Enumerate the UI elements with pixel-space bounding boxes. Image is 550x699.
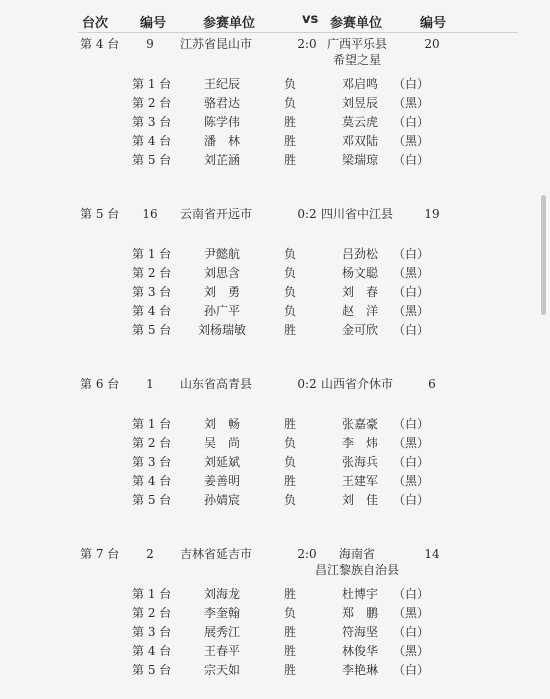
game-result: 负 [283,77,297,91]
game-opponent: 吕劲松 [341,247,379,261]
game-result: 胜 [283,115,297,129]
game-board: 第 1 台 [132,77,172,91]
game-opponent: 林俊华 [341,644,379,658]
match-board: 第 5 台 [80,207,120,221]
game-result: 胜 [283,474,297,488]
match-right-unit: 海南省 [338,547,376,561]
match-right-unit-line2: 希望之星 [332,53,382,67]
game-opponent: 王建军 [341,474,379,488]
game-player: 刘思含 [203,266,241,280]
game-board: 第 4 台 [132,474,172,488]
game-color: （黑） [393,474,430,488]
game-board: 第 4 台 [132,304,172,318]
game-board: 第 5 台 [132,153,172,167]
match-left-num: 2 [146,547,154,561]
header-board: 台次 [82,16,109,31]
game-result: 负 [283,96,297,110]
match-right-unit-line2: 昌江黎族自治县 [314,563,400,577]
game-opponent: 杨文聪 [341,266,379,280]
game-board: 第 3 台 [132,115,172,129]
game-row [0,416,550,434]
game-color: （白） [393,625,430,639]
game-row [0,435,550,453]
game-color: （白） [393,493,430,507]
header-num-right: 编号 [420,16,447,31]
game-row [0,454,550,472]
header-num-left: 编号 [140,16,167,31]
game-row [0,284,550,302]
game-result: 胜 [283,625,297,639]
game-player: 刘海龙 [203,587,241,601]
game-color: （黑） [393,134,430,148]
game-board: 第 2 台 [132,606,172,620]
game-row [0,643,550,661]
game-color: （白） [393,417,430,431]
match-left-unit: 江苏省昆山市 [180,37,253,51]
match-right-num: 19 [424,207,440,221]
match-right-num: 6 [428,377,436,391]
game-row [0,624,550,642]
game-opponent: 符海坚 [341,625,379,639]
match-left-num: 9 [146,37,154,51]
game-result: 负 [283,304,297,318]
game-row [0,662,550,680]
game-color: （黑） [393,266,430,280]
game-player: 刘 畅 [203,417,241,431]
game-opponent: 李艳琳 [341,663,379,677]
game-player: 刘芷涵 [203,153,241,167]
game-board: 第 2 台 [132,266,172,280]
match-score: 0:2 [297,207,317,221]
match-left-unit: 云南省开远市 [180,207,253,221]
game-opponent: 金可欣 [341,323,379,337]
game-opponent: 张海兵 [341,455,379,469]
game-row [0,473,550,491]
game-result: 胜 [283,663,297,677]
game-opponent: 邓启鸣 [341,77,379,91]
game-result: 胜 [283,417,297,431]
game-color: （黑） [393,606,430,620]
game-row [0,605,550,623]
game-board: 第 2 台 [132,96,172,110]
header-unit-right: 参赛单位 [330,16,383,31]
game-opponent: 赵 洋 [341,304,379,318]
game-board: 第 2 台 [132,436,172,450]
game-result: 负 [283,247,297,261]
game-player: 陈学伟 [203,115,241,129]
game-opponent: 刘 春 [341,285,379,299]
match-right-num: 14 [424,547,440,561]
game-player: 宗天如 [203,663,241,677]
game-opponent: 莫云虎 [341,115,379,129]
game-board: 第 5 台 [132,493,172,507]
match-board: 第 4 台 [80,37,120,51]
game-color: （白） [393,115,430,129]
game-opponent: 李 炜 [341,436,379,450]
game-player: 展秀江 [203,625,241,639]
match-right-unit: 四川省中江县 [320,207,394,221]
game-player: 孙婧宸 [203,493,241,507]
game-color: （白） [393,285,430,299]
game-opponent: 梁瑞琼 [341,153,379,167]
game-board: 第 3 台 [132,625,172,639]
match-right-unit: 广西平乐县 [326,37,388,51]
game-board: 第 1 台 [132,417,172,431]
header-vs: vs [302,12,319,27]
game-result: 负 [283,455,297,469]
game-result: 胜 [283,587,297,601]
game-result: 胜 [283,644,297,658]
game-player: 尹懿航 [203,247,241,261]
game-color: （白） [393,455,430,469]
game-color: （白） [393,663,430,677]
game-opponent: 邓双陆 [341,134,379,148]
game-opponent: 刘 佳 [341,493,379,507]
game-board: 第 4 台 [132,644,172,658]
game-row [0,322,550,340]
game-row [0,265,550,283]
game-result: 负 [283,436,297,450]
game-player: 吴 尚 [203,436,241,450]
game-opponent: 刘昱辰 [341,96,379,110]
game-result: 负 [283,266,297,280]
match-right-unit: 山西省介休市 [320,377,394,391]
match-board: 第 6 台 [80,377,120,391]
game-result: 胜 [283,323,297,337]
game-row [0,76,550,94]
match-left-num: 1 [146,377,154,391]
game-result: 负 [283,493,297,507]
game-color: （白） [393,587,430,601]
game-color: （黑） [393,96,430,110]
game-result: 负 [283,285,297,299]
game-player: 刘 勇 [203,285,241,299]
game-row [0,152,550,170]
game-color: （黑） [393,644,430,658]
game-opponent: 张嘉豪 [341,417,379,431]
scrollbar[interactable] [541,195,546,315]
game-opponent: 郑 鹏 [341,606,379,620]
match-left-unit: 吉林省延吉市 [180,547,253,561]
game-board: 第 5 台 [132,663,172,677]
match-right-num: 20 [424,37,440,51]
game-color: （白） [393,323,430,337]
game-board: 第 5 台 [132,323,172,337]
game-row [0,133,550,151]
game-player: 孙广平 [203,304,241,318]
game-player: 刘延斌 [203,455,241,469]
game-color: （白） [393,77,430,91]
match-board: 第 7 台 [80,547,120,561]
header-unit-left: 参赛单位 [203,16,256,31]
game-row [0,586,550,604]
game-board: 第 1 台 [132,247,172,261]
game-color: （黑） [393,436,430,450]
game-opponent: 杜博宇 [341,587,379,601]
game-board: 第 1 台 [132,587,172,601]
match-score: 2:0 [297,37,317,51]
match-left-num: 16 [142,207,158,221]
game-player: 潘 林 [203,134,241,148]
game-player: 王春平 [203,644,241,658]
game-result: 胜 [283,153,297,167]
game-board: 第 3 台 [132,285,172,299]
game-player: 李奎翰 [203,606,241,620]
game-color: （白） [393,153,430,167]
game-row [0,303,550,321]
game-result: 胜 [283,134,297,148]
game-row [0,492,550,510]
game-player: 姜善明 [203,474,241,488]
game-board: 第 4 台 [132,134,172,148]
game-player: 骆君达 [203,96,241,110]
game-row [0,95,550,113]
game-color: （白） [393,247,430,261]
match-left-unit: 山东省高青县 [180,377,253,391]
game-row [0,246,550,264]
game-board: 第 3 台 [132,455,172,469]
header-divider [78,32,518,33]
game-color: （黑） [393,304,430,318]
game-player: 王纪辰 [203,77,241,91]
game-player: 刘杨瑞敏 [197,323,247,337]
match-score: 2:0 [297,547,317,561]
match-score: 0:2 [297,377,317,391]
game-row [0,114,550,132]
game-result: 负 [283,606,297,620]
